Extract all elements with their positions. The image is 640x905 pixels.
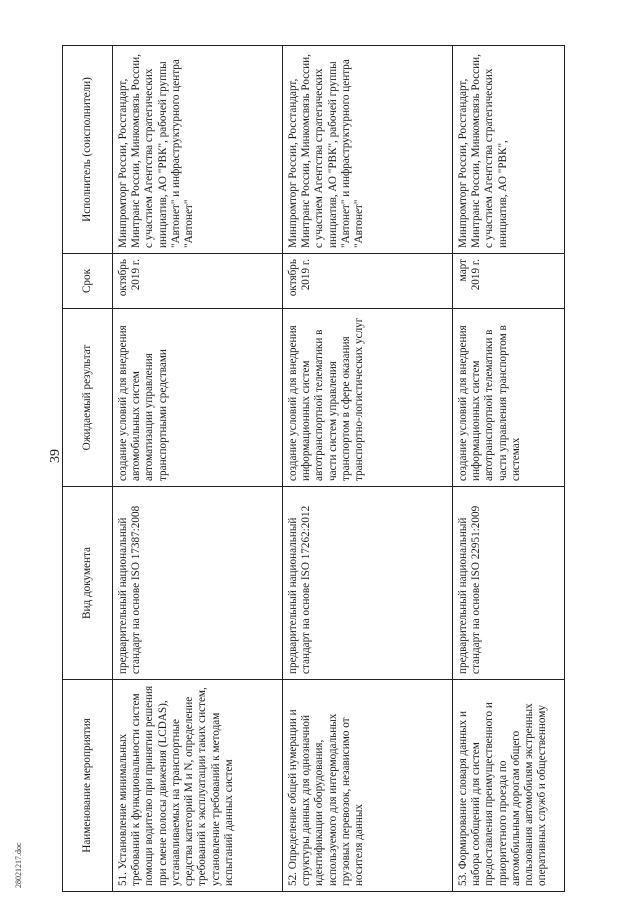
header-result: Ожидаемый результат bbox=[63, 309, 113, 487]
cell-name: 53. Формирование словаря данных и набора сообщений для систем предоставления преимущественного и приоритетного проезда по автомобильным дорогам общего пользования автомобилям экстренных оперативных служб и общественному bbox=[453, 680, 565, 892]
footer-file-code: 28021217.doc bbox=[14, 842, 23, 888]
header-doc-type: Вид документа bbox=[63, 487, 113, 680]
cell-name: 52. Определение общей нумерации и структуры данных для однозначной идентификации оборудования, используемого для интермодальных грузовых перевозок, независимо от носителя данных bbox=[283, 680, 453, 892]
cell-term: октябрь 2019 г. bbox=[283, 254, 453, 309]
cell-doc-type: предварительный национальный стандарт на основе ISO 17262:2012 bbox=[283, 487, 453, 680]
rotated-table-container bbox=[62, 46, 564, 892]
cell-result: создание условий для внедрения информационных систем автотранспортной телематики в части систем управления транспортом в сфере оказания транспортно-логистических услуг bbox=[283, 309, 453, 487]
cell-result: создание условий для внедрения информационных систем автотранспортной телематики в части управления транспортом в системах bbox=[453, 309, 565, 487]
page-number: 39 bbox=[48, 449, 63, 463]
cell-name: 51. Установление минимальных требований к функциональности систем помощи водителю при принятии решения при смене полосы движения (LCDAS), устанавливаемых на транспортные средства категорий M и N, определение требований к эксплуатации таких систем, установление требований к методам испытаний данных систем bbox=[113, 680, 283, 892]
table-row bbox=[283, 46, 453, 892]
cell-term: октябрь 2019 г. bbox=[113, 254, 283, 309]
measures-table bbox=[62, 45, 565, 892]
cell-result: создание условий для внедрения автомобильных систем автоматизации управления транспортными средствами bbox=[113, 309, 283, 487]
table-header-row bbox=[63, 46, 113, 892]
header-executor: Исполнитель (соисполнители) bbox=[63, 46, 113, 254]
cell-doc-type: предварительный национальный стандарт на основе ISO 22951:2009 bbox=[453, 487, 565, 680]
header-name: Наименование мероприятия bbox=[63, 680, 113, 892]
cell-term: март 2019 г. bbox=[453, 254, 565, 309]
table-row bbox=[113, 46, 283, 892]
header-term: Срок bbox=[63, 254, 113, 309]
cell-executor: Минпромторг России, Росстандарт, Минтранс России, Минкомсвязь России, с участием Агентства стратегических инициатив, АО "РВК", рабочей группы "Автонет" и инфраструктурного центра "Автонет" bbox=[113, 46, 283, 254]
cell-executor: Минпромторг России, Росстандарт, Минтранс России, Минкомсвязь России, с участием Агентства стратегических инициатив, АО "РВК", bbox=[453, 46, 565, 254]
cell-doc-type: предварительный национальный стандарт на основе ISO 17387:2008 bbox=[113, 487, 283, 680]
table-row bbox=[453, 46, 565, 892]
cell-executor: Минпромторг России, Росстандарт, Минтранс России, Минкомсвязь России, с участием Агентства стратегических инициатив, АО "РВК", рабочей группы "Автонет" и инфраструктурного центра "Автонет" bbox=[283, 46, 453, 254]
